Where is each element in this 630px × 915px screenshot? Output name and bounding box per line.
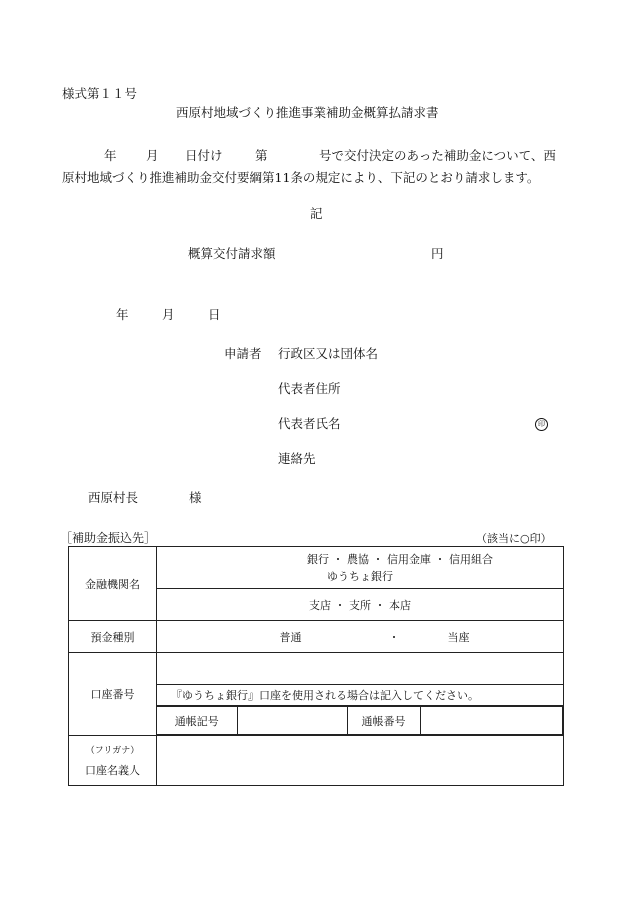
intro-line-1 [62,145,582,167]
applicant-name: 代表者氏名 [278,416,341,431]
bank-section-note: （該当に○印） [476,532,552,545]
intro-month: 月 [146,148,159,163]
account-row-1 [69,653,564,685]
applicant-label: 申請者 [224,346,262,361]
passbook-code-label: 通帳記号 [157,707,237,735]
date-year: 年 [116,307,129,322]
passbook-number-label: 通帳番号 [347,707,420,735]
passbook-table [157,706,563,735]
applicant-org: 行政区又は団体名 [278,346,379,361]
deposit-label: 預金種別 [69,621,157,653]
bank-section-heading: ［補助金振込先］ [60,531,157,545]
institution-branch: 支店 ・ 支所 ・ 本店 [157,589,564,621]
deposit-row [69,621,564,653]
institution-row-1 [69,547,564,589]
amount-label: 概算交付請求額 [188,246,276,261]
account-label: 口座番号 [69,653,157,736]
holder-name-field[interactable] [157,736,564,786]
holder-furigana: （フリガナ） [85,745,140,756]
deposit-current: 当座 [447,630,470,644]
intro-rest: 号で交付決定のあった補助金について、西 [319,148,556,163]
intro-year: 年 [104,148,117,163]
deposit-ordinary: 普通 [279,630,302,644]
intro-paragraph [62,145,582,189]
passbook-number-field[interactable] [420,707,563,735]
passbook-cell [157,706,564,736]
ki-heading: 記 [310,206,323,221]
deposit-separator: ・ [388,630,400,644]
passbook-code-field[interactable] [237,707,347,735]
amount-unit: 円 [431,246,444,261]
intro-date-suffix: 日付け [185,148,223,163]
holder-label-cell [69,736,157,786]
applicant-contact: 連絡先 [278,451,316,466]
applicant-address: 代表者住所 [278,381,341,396]
form-number: 様式第１１号 [62,86,138,101]
bank-transfer-table [68,546,564,786]
date-month: 月 [161,307,175,322]
addressee [88,492,202,505]
seal-mark: 印 [535,418,548,431]
request-date [116,309,220,322]
institution-types: 銀行 ・ 農協 ・ 信用金庫 ・ 信用組合 [307,552,493,566]
intro-line-2: 原村地域づくり推進補助金交付要綱第11条の規定により、下記のとおり請求します。 [62,170,540,185]
institution-yucho: ゆうちょ銀行 [327,569,393,583]
addressee-honorific: 様 [188,490,202,505]
document-title: 西原村地域づくり推進事業補助金概算払請求書 [176,105,439,120]
intro-dai: 第 [255,148,268,163]
holder-row [69,736,564,786]
holder-label: 口座名義人 [85,763,140,777]
institution-label: 金融機関名 [69,547,157,621]
date-day: 日 [207,307,221,322]
addressee-name: 西原村長 [88,490,139,505]
deposit-options [157,621,564,653]
account-number-field[interactable] [157,653,564,685]
account-yucho-note: 『ゆうちょ銀行』口座を使用される場合は記入してください。 [157,685,564,706]
institution-types-cell [157,547,564,589]
